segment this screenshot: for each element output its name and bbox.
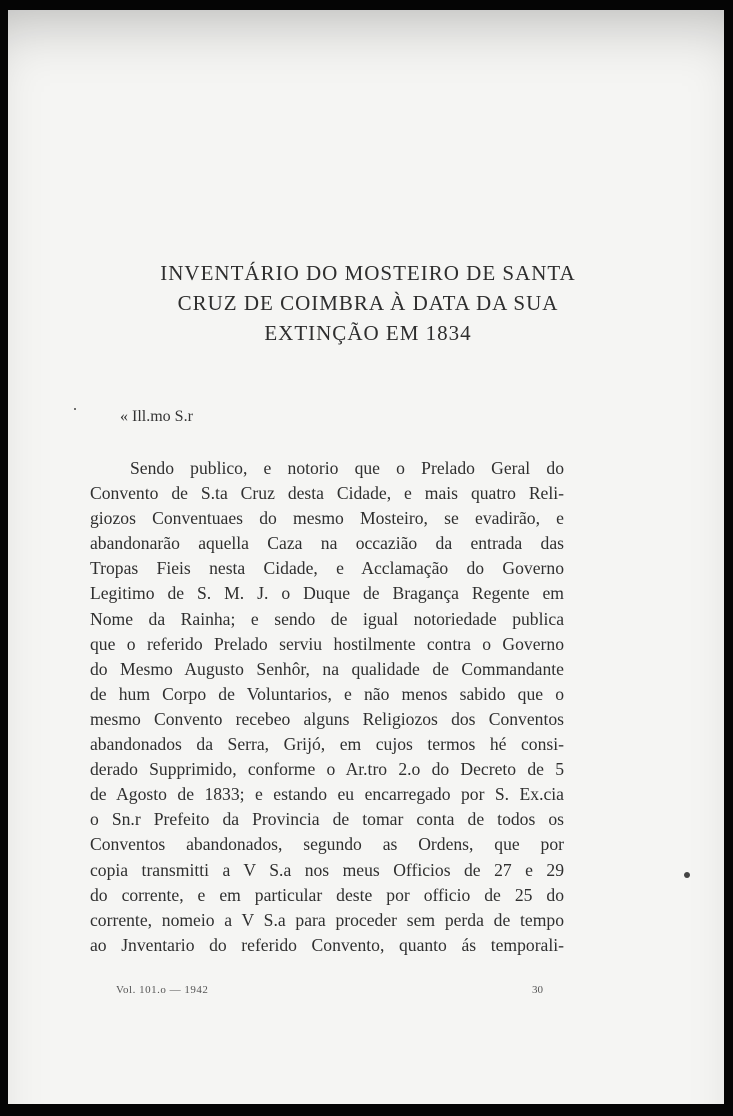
scan-speck (684, 872, 690, 878)
title-line: INVENTÁRIO DO MOSTEIRO DE SANTA (160, 261, 576, 285)
title-line: EXTINÇÃO EM 1834 (264, 321, 472, 345)
body-line: o Sn.r Prefeito da Provincia de tomar conta de todos os (90, 809, 564, 830)
body-line: giozos Conventuaes do mesmo Mosteiro, se evadirão, e (90, 508, 564, 529)
document-title (88, 258, 648, 348)
body-line: de hum Corpo de Voluntarios, e não menos sabido que o (90, 683, 564, 704)
salutation: « Ill.mo S.r (120, 408, 193, 425)
footer-volume: Vol. 101.o — 1942 (116, 984, 209, 996)
body-line: Legitimo de S. M. J. o Duque de Bragança Regente em (90, 583, 564, 604)
body-line: do Mesmo Augusto Senhôr, na qualidade de Commandante (90, 658, 564, 679)
body-line: copia transmitti a V S.a nos meus Officios de 27 e 29 (90, 859, 564, 880)
body-line: ao Jnventario do referido Convento, quanto ás temporali- (90, 934, 564, 955)
body-line: abandonados da Serra, Grijó, em cujos termos hé consi- (90, 734, 564, 755)
body-line: corrente, nomeio a V S.a para proceder sem perda de tempo (90, 909, 564, 930)
body-line: mesmo Convento recebeo alguns Religiozos dos Conventos (90, 708, 564, 729)
body-line: que o referido Prelado serviu hostilmente contra o Governo (90, 633, 564, 654)
body-line: abandonarão aquella Caza na occazião da entrada das (90, 533, 564, 554)
body-line: Tropas Fieis nesta Cidade, e Acclamação do Governo (90, 558, 564, 579)
body-text (90, 456, 564, 958)
scan-speck (74, 408, 76, 410)
body-line: Convento de S.ta Cruz desta Cidade, e mais quatro Reli- (90, 483, 564, 504)
document-page (8, 10, 724, 1104)
footer-page-number: 30 (532, 984, 543, 996)
title-line: CRUZ DE COIMBRA À DATA DA SUA (177, 291, 559, 315)
body-line: Nome da Rainha; e sendo de igual notoriedade publica (90, 608, 564, 629)
body-line: Conventos abandonados, segundo as Ordens, que por (90, 834, 564, 855)
body-line: do corrente, e em particular deste por officio de 25 do (90, 884, 564, 905)
body-line: Sendo publico, e notorio que o Prelado Geral do (130, 458, 564, 478)
body-line: de Agosto de 1833; e estando eu encarregado por S. Ex.cia (90, 784, 564, 805)
body-line: derado Supprimido, conforme o Ar.tro 2.o do Decreto de 5 (90, 759, 564, 780)
